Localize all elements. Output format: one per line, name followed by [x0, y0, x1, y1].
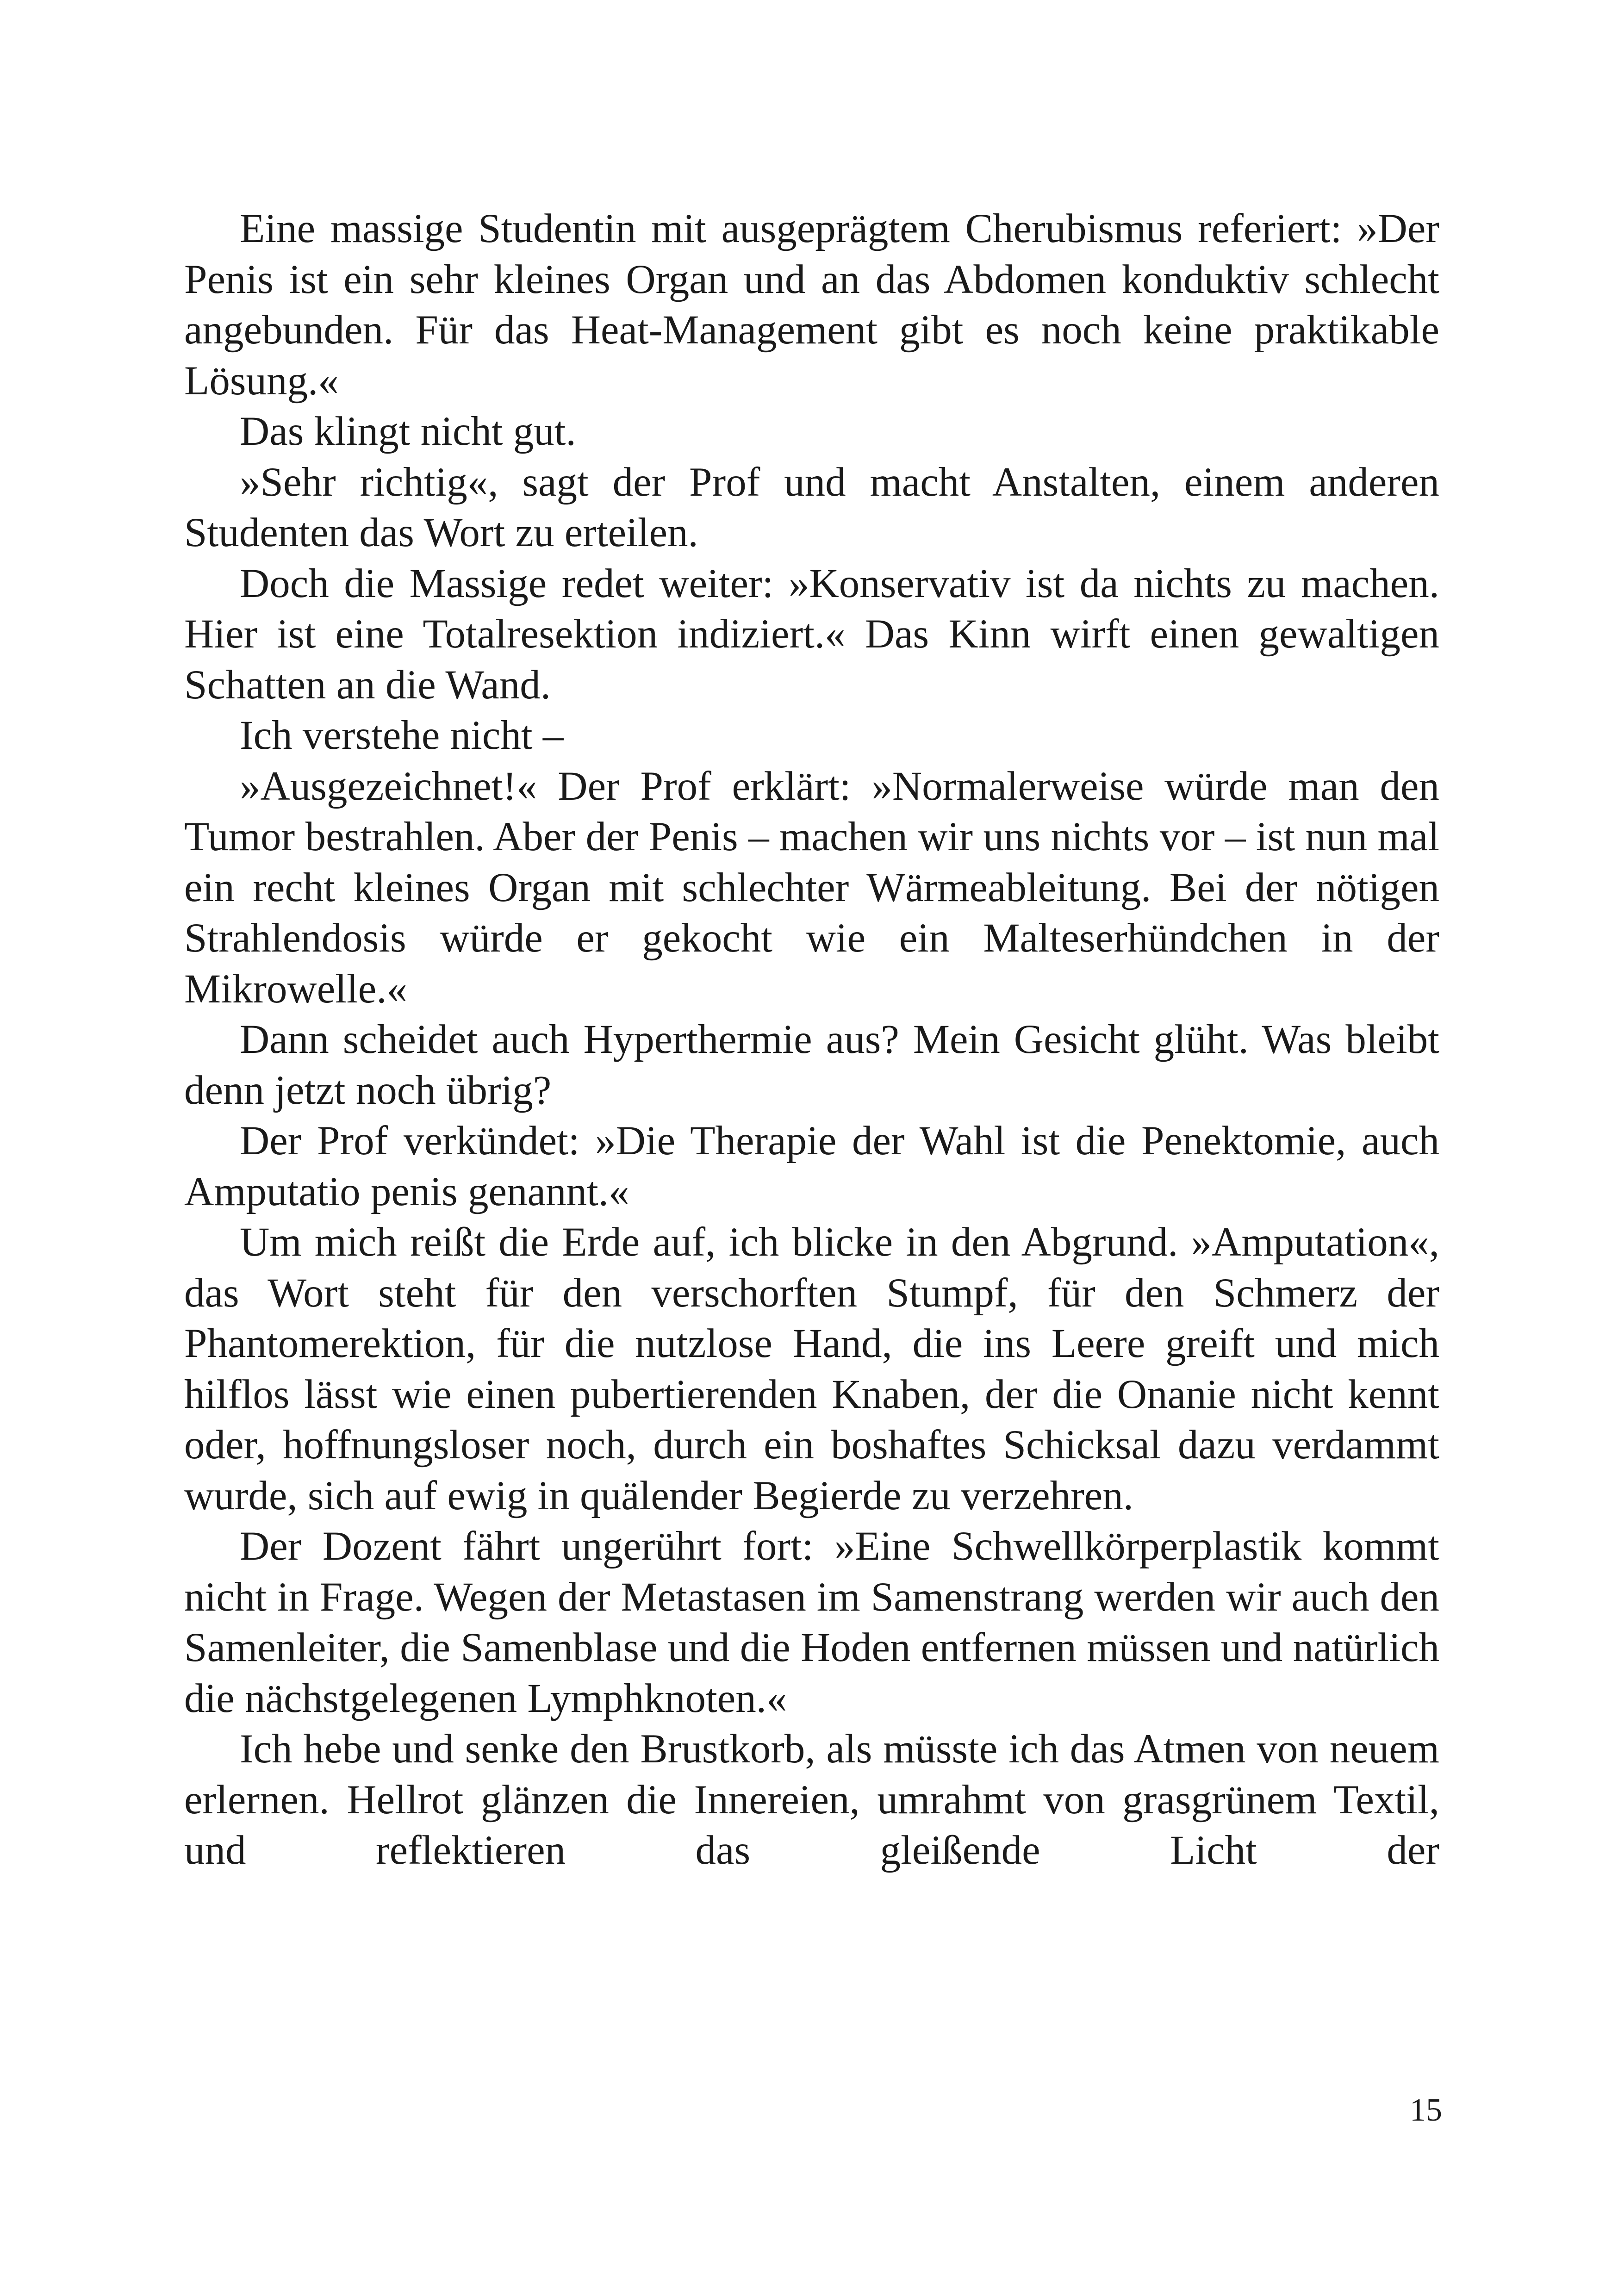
paragraph-1: Eine massige Studentin mit ausgeprägtem Cherubismus referiert: »Der Penis ist ein sehr kleines Organ und an das Abdomen konduktiv schlecht angebunden. Für das Heat-Management gibt es noch keine praktikable Lösung.«	[184, 206, 1439, 404]
paragraph-9: Um mich reißt die Erde auf, ich blicke in den Abgrund. »Amputation«, das Wort steht für den verschorften Stumpf, für den Schmerz der Phantomerektion, für die nutzlose Hand, die ins Leere greift und mich hilflos lässt wie einen pubertierenden Knaben, der die Onanie nicht kennt oder, hoffnungsloser noch, durch ein boshaftes Schicksal dazu verdammt wurde, sich auf ewig in quälender Begierde zu verzehren.	[184, 1220, 1439, 1518]
body-text	[184, 204, 1439, 1876]
paragraph-11: Ich hebe und senke den Brustkorb, als müsste ich das Atmen von neuem erlernen. Hellrot glänzen die Innereien, umrahmt von grasgrünem Textil, und reflektieren das gleißende Licht der	[184, 1726, 1439, 1873]
paragraph-10: Der Dozent fährt ungerührt fort: »Eine Schwellkörperplastik kommt nicht in Frage. Wegen der Metastasen im Samenstrang werden wir auch den Samenleiter, die Samenblase und die Hoden entfernen müssen und natürlich die nächstgelegenen Lymphknoten.«	[184, 1524, 1439, 1721]
paragraph-8: Der Prof verkündet: »Die Therapie der Wahl ist die Penektomie, auch Amputatio penis genannt.«	[184, 1118, 1439, 1214]
paragraph-5: Ich verstehe nicht –	[240, 713, 564, 758]
page-number: 15	[1410, 2092, 1442, 2128]
paragraph-4: Doch die Massige redet weiter: »Konservativ ist da nichts zu machen. Hier ist eine Totalresektion indiziert.« Das Kinn wirft einen gewaltigen Schatten an die Wand.	[184, 560, 1439, 708]
paragraph-6: »Ausgezeichnet!« Der Prof erklärt: »Normalerweise würde man den Tumor bestrahlen. Aber der Penis – machen wir uns nichts vor – ist nun mal ein recht kleines Organ mit schlechter Wärmeableitung. Bei der nötigen Strahlendosis würde er gekocht wie ein Malteserhündchen in der Mikrowelle.«	[184, 763, 1439, 1012]
paragraph-7: Dann scheidet auch Hyperthermie aus? Mein Gesicht glüht. Was bleibt denn jetzt noch übrig?	[184, 1017, 1439, 1113]
paragraph-3: »Sehr richtig«, sagt der Prof und macht Anstalten, einem anderen Studenten das Wort zu erteilen.	[184, 459, 1439, 555]
paragraph-2: Das klingt nicht gut.	[240, 409, 576, 454]
